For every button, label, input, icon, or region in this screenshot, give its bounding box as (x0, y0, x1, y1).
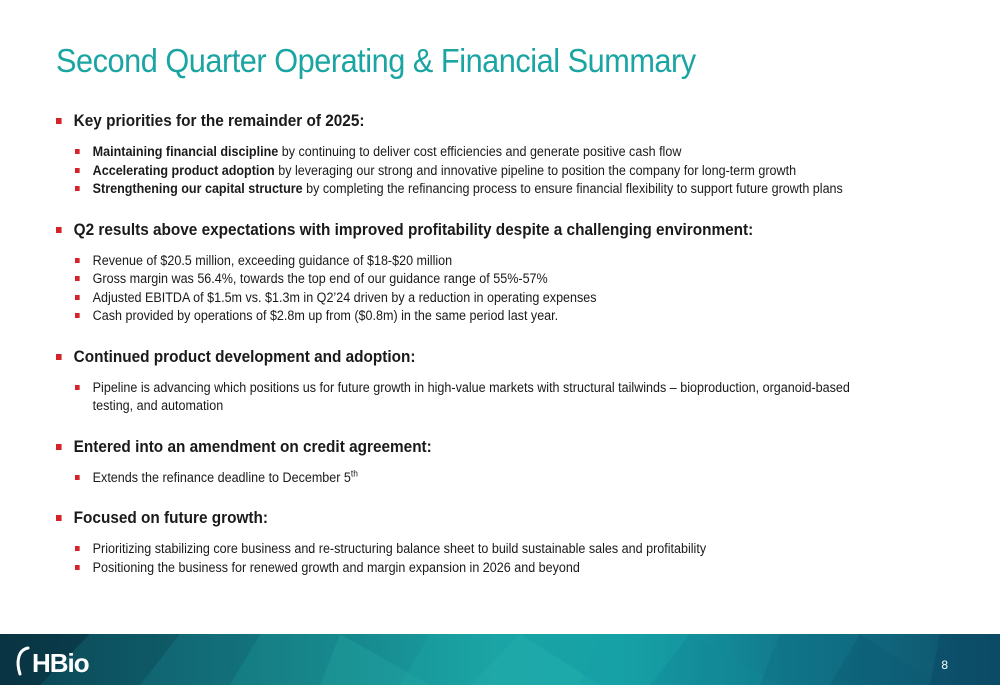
slide-body (56, 111, 956, 598)
footer-facets-decoration (0, 634, 1000, 685)
list-item (75, 559, 894, 578)
section-heading (56, 437, 893, 457)
sub-list (56, 379, 956, 416)
bullet-square-icon (75, 475, 80, 480)
section-heading (56, 220, 893, 240)
section-heading (56, 111, 893, 131)
bullet-square-icon (75, 149, 80, 154)
bullet-square-icon (75, 546, 80, 551)
list-item (75, 469, 894, 488)
heading-text: Focused on future growth: (73, 509, 269, 527)
item-text: by completing the refinancing process to ensure financial flexibility to support future growth plans (302, 181, 843, 196)
logo-swoosh-icon (12, 644, 34, 678)
bullet-square-icon (56, 118, 62, 124)
item-text: by continuing to deliver cost efficiencies and generate positive cash flow (278, 144, 682, 159)
item-bold-text: Maintaining financial discipline (92, 144, 279, 159)
section-heading (56, 347, 893, 367)
sub-list (56, 469, 956, 488)
heading-text: Key priorities for the remainder of 2025: (73, 112, 365, 130)
heading-text: Entered into an amendment on credit agreement: (73, 437, 432, 456)
sub-list (56, 143, 956, 199)
section-future-growth (56, 508, 956, 577)
list-item (75, 540, 894, 559)
bullet-square-icon (56, 354, 62, 360)
item-text: Cash provided by operations of $2.8m up from ($0.8m) in the same period last year. (92, 308, 559, 323)
item-text: Revenue of $20.5 million, exceeding guidance of $18-$20 million (92, 252, 453, 268)
list-item (75, 289, 894, 308)
bullet-square-icon (75, 258, 80, 263)
item-text: by leveraging our strong and innovative pipeline to position the company for long-term growth (274, 162, 797, 178)
item-bold-text: Accelerating product adoption (92, 162, 275, 178)
ordinal-suffix: th (350, 468, 358, 478)
footer-bar (0, 634, 1000, 685)
page-number: 8 (941, 658, 948, 672)
list-item (75, 270, 894, 289)
list-item (75, 143, 894, 162)
bullet-square-icon (56, 227, 62, 233)
section-product-development (56, 347, 956, 416)
bullet-square-icon (75, 295, 80, 300)
list-item (75, 307, 894, 326)
section-heading (56, 508, 893, 528)
sub-list (56, 540, 956, 577)
item-bold-text: Strengthening our capital structure (92, 181, 303, 196)
sub-list (56, 252, 956, 326)
bullet-square-icon (56, 444, 62, 450)
bullet-square-icon (75, 313, 80, 318)
section-key-priorities (56, 111, 956, 199)
bullet-square-icon (75, 186, 80, 191)
item-text: Pipeline is advancing which positions us for future growth in high-value markets with structural tailwinds – bioproduction, organoid-based testing, and automation (92, 379, 850, 413)
slide-title: Second Quarter Operating & Financial Summary (56, 42, 696, 79)
heading-text: Q2 results above expectations with improved profitability despite a challenging environment: (73, 220, 754, 239)
list-item (75, 162, 894, 181)
item-text: Adjusted EBITDA of $1.5m vs. $1.3m in Q2’24 driven by a reduction in operating expenses (92, 289, 597, 305)
section-q2-results (56, 220, 956, 326)
bullet-square-icon (75, 276, 80, 281)
item-text: Prioritizing stabilizing core business and re-structuring balance sheet to build sustainable sales and profitability (92, 541, 707, 556)
heading-text: Continued product development and adoption: (73, 347, 416, 366)
section-credit-agreement (56, 437, 956, 488)
list-item (75, 252, 894, 271)
bullet-square-icon (56, 515, 62, 521)
list-item (75, 379, 855, 416)
bullet-square-icon (75, 565, 80, 570)
list-item (75, 180, 894, 199)
item-text: Gross margin was 56.4%, towards the top end of our guidance range of 55%-57% (92, 271, 548, 286)
logo-text: HBio (32, 648, 89, 678)
bullet-square-icon (75, 385, 80, 390)
item-text: Positioning the business for renewed growth and margin expansion in 2026 and beyond (92, 559, 580, 575)
item-text: Extends the refinance deadline to December 5 (92, 469, 351, 485)
bullet-square-icon (75, 168, 80, 173)
